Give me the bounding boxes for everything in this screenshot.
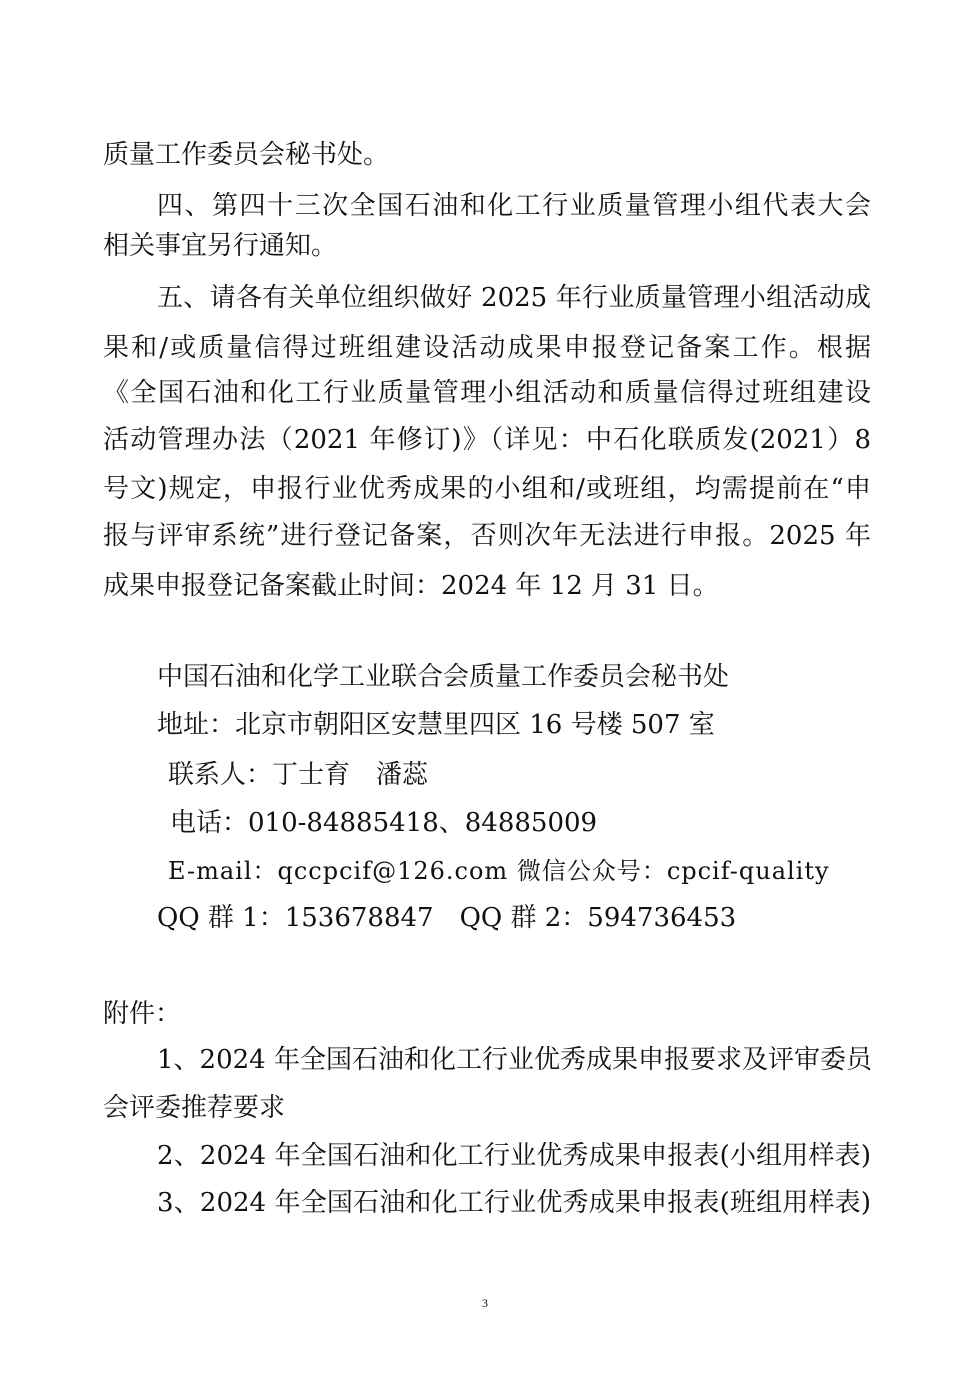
paragraph-4-line-2: 相关事宜另行通知。 <box>103 231 338 261</box>
paragraph-5-line-2: 果和/或质量信得过班组建设活动成果申报登记备案工作。根据 <box>103 333 871 363</box>
contact-persons: 联系人：丁士育 潘蕊 <box>168 760 429 790</box>
paragraph-5-line-6: 报与评审系统”进行登记备案，否则次年无法进行申报。2025 年 <box>103 521 871 551</box>
contact-phone: 电话：010-84885418、84885009 <box>170 808 598 838</box>
page-number: 3 <box>482 1296 488 1310</box>
paragraph-5-line-3: 《全国石油和化工行业质量管理小组活动和质量信得过班组建设 <box>103 378 871 408</box>
contact-email-wechat: E-mail：qccpcif@126.com 微信公众号：cpcif-quality <box>168 857 830 885</box>
attachments-heading: 附件： <box>103 999 182 1029</box>
paragraph-5-line-1: 五、请各有关单位组织做好 2025 年行业质量管理小组活动成 <box>157 283 871 313</box>
paragraph-5-line-7: 成果申报登记备案截止时间：2024 年 12 月 31 日。 <box>103 571 719 601</box>
paragraph-5-line-5: 号文)规定，申报行业优秀成果的小组和/或班组，均需提前在“申 <box>103 474 871 504</box>
attachment-item-1-line-1: 1、2024 年全国石油和化工行业优秀成果申报要求及评审委员 <box>157 1045 872 1075</box>
attachment-item-3: 3、2024 年全国石油和化工行业优秀成果申报表(班组用样表) <box>157 1188 871 1218</box>
contact-address: 地址：北京市朝阳区安慧里四区 16 号楼 507 室 <box>157 710 715 740</box>
paragraph-4-line-1: 四、第四十三次全国石油和化工行业质量管理小组代表大会 <box>157 191 871 221</box>
contact-qq-groups: QQ 群 1：153678847 QQ 群 2：594736453 <box>157 903 737 933</box>
contact-organization: 中国石油和化学工业联合会质量工作委员会秘书处 <box>157 662 730 692</box>
paragraph-3-end: 质量工作委员会秘书处。 <box>103 140 390 170</box>
paragraph-5-line-4: 活动管理办法（2021 年修订)》（详见：中石化联质发(2021）8 <box>103 425 871 455</box>
attachment-item-1-line-2: 会评委推荐要求 <box>103 1093 286 1123</box>
attachment-item-2: 2、2024 年全国石油和化工行业优秀成果申报表(小组用样表) <box>157 1141 871 1171</box>
